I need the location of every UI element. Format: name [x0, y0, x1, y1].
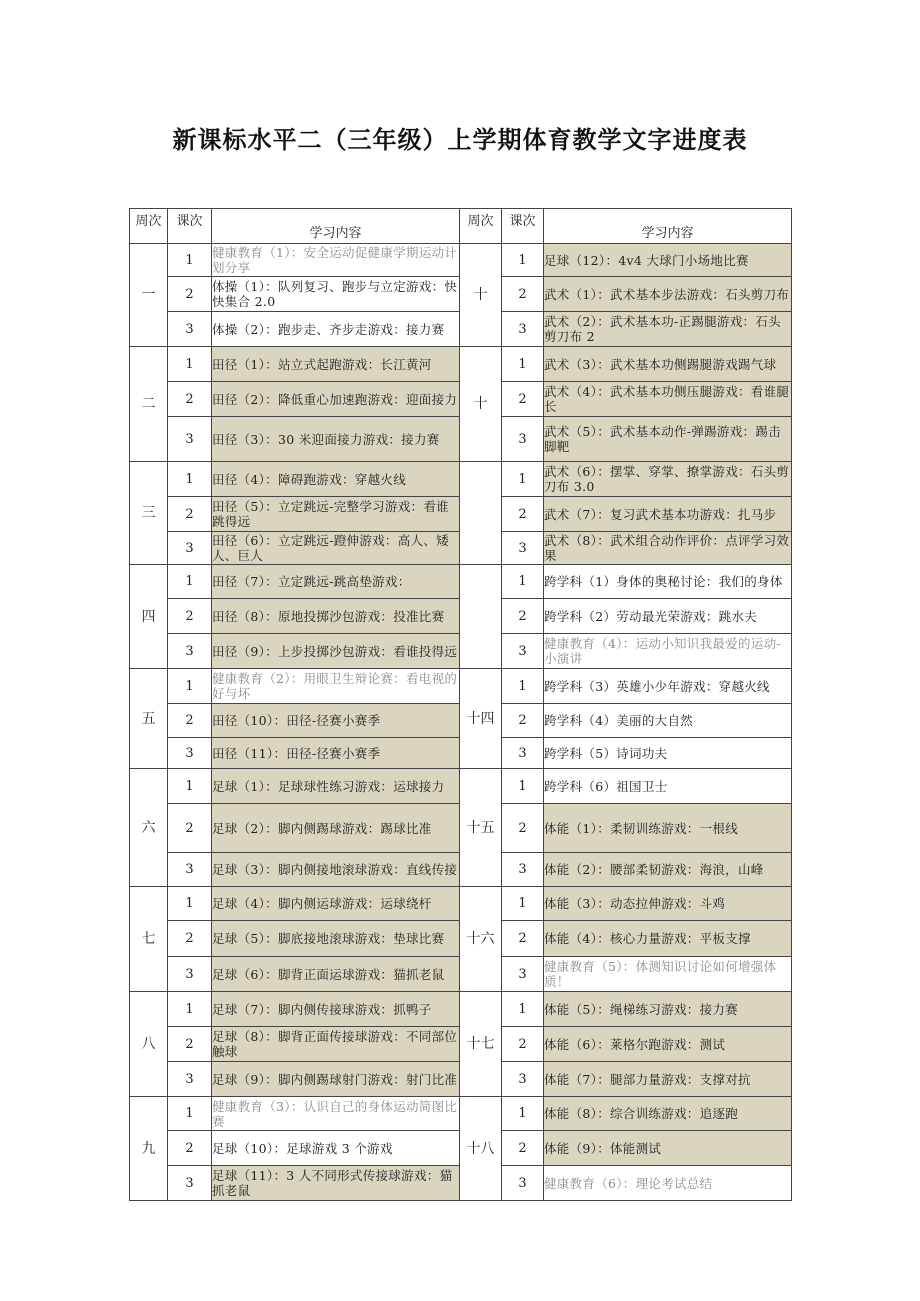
week-cell: 十	[460, 244, 502, 347]
content-cell: 健康教育（5）：体测知识讨论如何增强体质！	[544, 957, 792, 992]
content-cell: 体操（2）：跑步走、齐步走游戏：接力赛	[212, 312, 460, 347]
lesson-number-cell: 2	[168, 382, 212, 417]
content-cell: 足球（2）：脚内侧踢球游戏：踢球比准	[212, 804, 460, 853]
content-cell: 体操（1）：队列复习、跑步与立定游戏：快快集合 2.0	[212, 277, 460, 312]
lesson-number-cell: 1	[168, 669, 212, 704]
lesson-number-cell: 2	[502, 277, 544, 312]
lesson-number-cell: 1	[502, 244, 544, 277]
lesson-number-cell: 2	[168, 704, 212, 738]
content-cell: 足球（3）：脚内侧接地滚球游戏：直线传接	[212, 853, 460, 887]
content-cell: 田径（7）：立定跳远-跳高垫游戏：	[212, 565, 460, 599]
content-cell: 体能（7）：腿部力量游戏：支撑对抗	[544, 1062, 792, 1097]
lesson-number-cell: 2	[502, 599, 544, 634]
content-cell: 武术（1）：武术基本步法游戏：石头剪刀布	[544, 277, 792, 312]
header-lesson-right: 课次	[502, 209, 544, 244]
lesson-number-cell: 1	[502, 565, 544, 599]
content-cell: 田径（10）：田径-径赛小赛季	[212, 704, 460, 738]
content-cell: 健康教育（2）：用眼卫生辩论赛：看电视的好与坏	[212, 669, 460, 704]
lesson-number-cell: 2	[502, 1131, 544, 1166]
lesson-number-cell: 2	[168, 1131, 212, 1166]
week-cell	[460, 565, 502, 669]
lesson-number-cell: 1	[168, 347, 212, 382]
lesson-number-cell: 3	[502, 738, 544, 769]
content-cell: 田径（11）：田径-径赛小赛季	[212, 738, 460, 769]
lesson-number-cell: 3	[502, 853, 544, 887]
content-cell: 体能（6）：莱格尔跑游戏：测试	[544, 1027, 792, 1062]
content-cell: 体能（4）：核心力量游戏：平板支撑	[544, 921, 792, 957]
content-cell: 足球（4）：脚内侧运球游戏：运球绕杆	[212, 887, 460, 921]
lesson-number-cell: 2	[502, 921, 544, 957]
lesson-number-cell: 1	[502, 347, 544, 382]
week-cell: 三	[130, 462, 168, 565]
content-cell: 足球（11）：3 人不同形式传接球游戏：猫抓老鼠	[212, 1166, 460, 1201]
table-row	[130, 462, 792, 497]
table-row	[130, 769, 792, 804]
week-cell: 八	[130, 992, 168, 1097]
content-cell: 田径（3）：30 米迎面接力游戏：接力赛	[212, 417, 460, 462]
content-cell: 田径（6）：立定跳远-蹬伸游戏：高人、矮人、巨人	[212, 532, 460, 565]
lesson-number-cell: 2	[502, 497, 544, 532]
header-week-right: 周次	[460, 209, 502, 244]
content-cell: 武术（2）：武术基本功-正踢腿游戏：石头剪刀布 2	[544, 312, 792, 347]
content-cell: 武术（4）：武术基本功侧压腿游戏：看谁腿长	[544, 382, 792, 417]
table-row	[130, 1097, 792, 1131]
week-cell: 一	[130, 244, 168, 347]
content-cell: 健康教育（3）：认识自己的身体运动简图比赛	[212, 1097, 460, 1131]
lesson-number-cell: 1	[168, 565, 212, 599]
lesson-number-cell: 1	[168, 992, 212, 1027]
lesson-number-cell: 3	[168, 532, 212, 565]
content-cell: 体能（8）：综合训练游戏：追逐跑	[544, 1097, 792, 1131]
content-cell: 足球（12）：4v4 大球门小场地比赛	[544, 244, 792, 277]
content-cell: 体能（9）：体能测试	[544, 1131, 792, 1166]
week-cell: 七	[130, 887, 168, 992]
week-cell: 五	[130, 669, 168, 769]
content-cell: 武术（7）：复习武术基本功游戏：扎马步	[544, 497, 792, 532]
content-cell: 健康教育（1）：安全运动促健康学期运动计划分享	[212, 244, 460, 277]
header-week-left: 周次	[130, 209, 168, 244]
content-cell: 武术（5）：武术基本动作-弹踢游戏：踢击脚靶	[544, 417, 792, 462]
lesson-number-cell: 3	[168, 853, 212, 887]
lesson-number-cell: 3	[502, 957, 544, 992]
lesson-number-cell: 3	[168, 312, 212, 347]
content-cell: 武术（6）：摆掌、穿掌、撩掌游戏：石头剪刀布 3.0	[544, 462, 792, 497]
lesson-number-cell: 1	[168, 244, 212, 277]
table-row	[130, 565, 792, 599]
content-cell: 体能（3）：动态拉伸游戏：斗鸡	[544, 887, 792, 921]
lesson-number-cell: 3	[502, 1062, 544, 1097]
week-cell: 十七	[460, 992, 502, 1097]
content-cell: 健康教育（4）：运动小知识我最爱的运动-小演讲	[544, 634, 792, 669]
content-cell: 足球（1）：足球球性练习游戏：运球接力	[212, 769, 460, 804]
lesson-number-cell: 2	[168, 804, 212, 853]
content-cell: 田径（2）：降低重心加速跑游戏：迎面接力	[212, 382, 460, 417]
content-cell: 跨学科（2）劳动最光荣游戏：跳水夫	[544, 599, 792, 634]
content-cell: 足球（6）：脚背正面运球游戏：猫抓老鼠	[212, 957, 460, 992]
content-cell: 足球（5）：脚底接地滚球游戏：垫球比赛	[212, 921, 460, 957]
content-cell: 足球（9）：脚内侧踢球射门游戏：射门比准	[212, 1062, 460, 1097]
lesson-number-cell: 1	[168, 1097, 212, 1131]
content-cell: 田径（9）：上步投掷沙包游戏：看谁投得远	[212, 634, 460, 669]
lesson-number-cell: 3	[168, 1166, 212, 1201]
lesson-number-cell: 1	[502, 887, 544, 921]
content-cell: 武术（3）：武术基本功侧踢腿游戏踢气球	[544, 347, 792, 382]
content-cell: 跨学科（3）英雄小少年游戏：穿越火线	[544, 669, 792, 704]
content-cell: 体能（5）：绳梯练习游戏：接力赛	[544, 992, 792, 1027]
lesson-number-cell: 1	[168, 769, 212, 804]
content-cell: 田径（5）：立定跳远-完整学习游戏：看谁跳得远	[212, 497, 460, 532]
table-row	[130, 887, 792, 921]
content-cell: 跨学科（1）身体的奥秘讨论：我们的身体	[544, 565, 792, 599]
lesson-number-cell: 2	[168, 497, 212, 532]
week-cell: 十四	[460, 669, 502, 769]
table-row	[130, 992, 792, 1027]
content-cell: 足球（7）：脚内侧传接球游戏：抓鸭子	[212, 992, 460, 1027]
lesson-number-cell: 3	[502, 532, 544, 565]
header-content-left: 学习内容	[212, 209, 460, 244]
lesson-number-cell: 3	[502, 312, 544, 347]
lesson-number-cell: 3	[168, 1062, 212, 1097]
lesson-number-cell: 3	[168, 738, 212, 769]
content-cell: 足球（10）：足球游戏 3 个游戏	[212, 1131, 460, 1166]
lesson-number-cell: 2	[168, 1027, 212, 1062]
content-cell: 田径（1）：站立式起跑游戏：长江黄河	[212, 347, 460, 382]
lesson-number-cell: 2	[168, 921, 212, 957]
lesson-number-cell: 2	[502, 804, 544, 853]
week-cell: 十六	[460, 887, 502, 992]
lesson-number-cell: 3	[168, 417, 212, 462]
header-lesson-left: 课次	[168, 209, 212, 244]
header-content-right: 学习内容	[544, 209, 792, 244]
content-cell: 田径（8）：原地投掷沙包游戏：投准比赛	[212, 599, 460, 634]
schedule-table	[129, 208, 792, 1201]
lesson-number-cell: 2	[168, 599, 212, 634]
content-cell: 体能（2）：腰部柔韧游戏：海浪，山峰	[544, 853, 792, 887]
week-cell: 十五	[460, 769, 502, 887]
week-cell: 六	[130, 769, 168, 887]
lesson-number-cell: 1	[502, 669, 544, 704]
lesson-number-cell: 2	[502, 382, 544, 417]
content-cell: 田径（4）：障碍跑游戏：穿越火线	[212, 462, 460, 497]
table-row	[130, 244, 792, 277]
lesson-number-cell: 1	[502, 769, 544, 804]
lesson-number-cell: 2	[502, 1027, 544, 1062]
content-cell: 健康教育（6）：理论考试总结	[544, 1166, 792, 1201]
table-row	[130, 669, 792, 704]
content-cell: 武术（8）：武术组合动作评价：点评学习效果	[544, 532, 792, 565]
content-cell: 体能（1）：柔韧训练游戏：一根线	[544, 804, 792, 853]
lesson-number-cell: 3	[502, 417, 544, 462]
content-cell: 跨学科（5）诗词功夫	[544, 738, 792, 769]
lesson-number-cell: 3	[502, 634, 544, 669]
content-cell: 足球（8）：脚背正面传接球游戏：不同部位触球	[212, 1027, 460, 1062]
table-row	[130, 347, 792, 382]
lesson-number-cell: 1	[168, 887, 212, 921]
week-cell: 九	[130, 1097, 168, 1201]
lesson-number-cell: 3	[168, 634, 212, 669]
content-cell: 跨学科（4）美丽的大自然	[544, 704, 792, 738]
lesson-number-cell: 2	[502, 704, 544, 738]
week-cell: 四	[130, 565, 168, 669]
content-cell: 跨学科（6）祖国卫士	[544, 769, 792, 804]
lesson-number-cell: 1	[168, 462, 212, 497]
lesson-number-cell: 1	[502, 992, 544, 1027]
lesson-number-cell: 1	[502, 1097, 544, 1131]
week-cell: 十	[460, 347, 502, 462]
lesson-number-cell: 2	[168, 277, 212, 312]
lesson-number-cell: 3	[502, 1166, 544, 1201]
week-cell: 二	[130, 347, 168, 462]
header-row	[130, 209, 792, 244]
week-cell	[460, 462, 502, 565]
lesson-number-cell: 1	[502, 462, 544, 497]
lesson-number-cell: 3	[168, 957, 212, 992]
page-title: 新课标水平二（三年级）上学期体育教学文字进度表	[172, 126, 748, 154]
week-cell: 十八	[460, 1097, 502, 1201]
